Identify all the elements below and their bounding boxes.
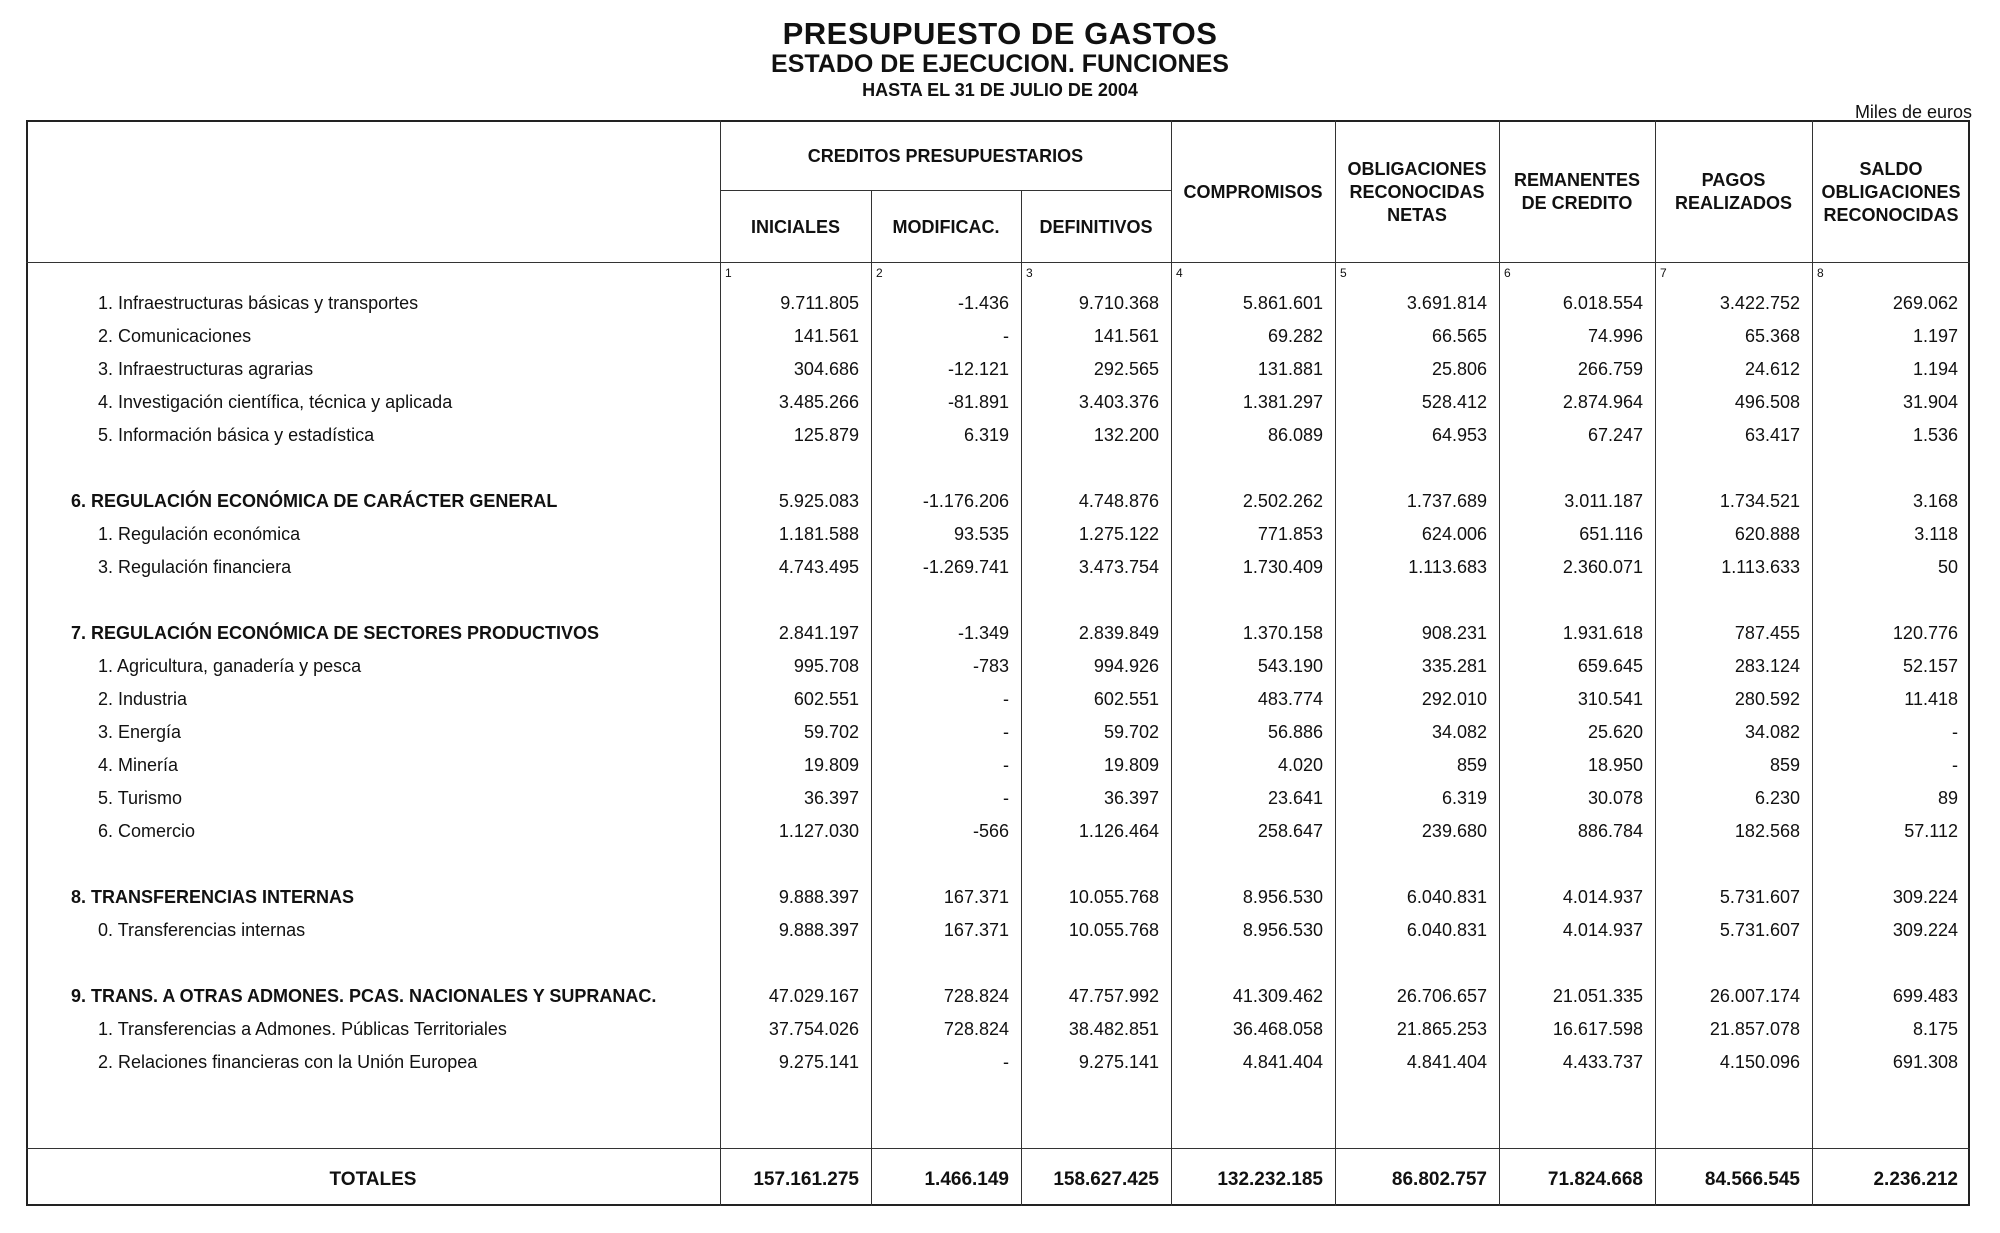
- cell-iniciales: 59.702: [803, 722, 859, 742]
- cell-saldo: 3.168: [1912, 491, 1958, 511]
- cell-modificac: -1.436: [957, 293, 1009, 313]
- row-label: 6. Comercio: [98, 821, 196, 841]
- cell-obligaciones: 292.010: [1421, 689, 1487, 709]
- cell-saldo: 1.194: [1912, 359, 1958, 379]
- cell-modificac: -: [1003, 755, 1009, 775]
- cell-saldo: 691.308: [1892, 1052, 1958, 1072]
- cell-pagos: 5.731.607: [1719, 920, 1800, 940]
- cell-compromisos: 1.381.297: [1242, 392, 1323, 412]
- row-label: 4. Investigación científica, técnica y aplicada: [98, 392, 453, 412]
- cell-pagos: 21.857.078: [1709, 1019, 1800, 1039]
- cell-iniciales: 995.708: [793, 656, 859, 676]
- cell-remanentes: 659.645: [1577, 656, 1643, 676]
- cell-saldo: 57.112: [1904, 821, 1958, 841]
- cell-compromisos: 56.886: [1267, 722, 1323, 742]
- row-label: 2. Industria: [98, 689, 188, 709]
- row-label: 2. Comunicaciones: [98, 326, 252, 346]
- cell-saldo: 309.224: [1892, 887, 1958, 907]
- totals-rule: [26, 1148, 1970, 1149]
- cell-modificac: -: [1003, 788, 1009, 808]
- cell-definitivos: 3.403.376: [1078, 392, 1159, 412]
- cell-compromisos: 4.020: [1277, 755, 1323, 775]
- cell-pagos: 26.007.174: [1709, 986, 1800, 1006]
- row-label: 6. REGULACIÓN ECONÓMICA DE CARÁCTER GENERAL: [71, 491, 558, 511]
- cell-definitivos: 1.275.122: [1078, 524, 1159, 544]
- cell-pagos: 1.113.633: [1721, 557, 1800, 577]
- report-title: PRESUPUESTO DE GASTOS: [782, 16, 1218, 51]
- report-period: HASTA EL 31 DE JULIO DE 2004: [862, 80, 1138, 100]
- cell-saldo: 8.175: [1912, 1019, 1958, 1039]
- cell-pagos: 1.734.521: [1719, 491, 1800, 511]
- cell-saldo: 120.776: [1892, 623, 1958, 643]
- total-modificac: 1.466.149: [924, 1169, 1009, 1190]
- cell-remanentes: 2.360.071: [1562, 557, 1643, 577]
- header-creditos: CREDITOS PRESUPUESTARIOS: [807, 145, 1084, 166]
- row-label: 8. TRANSFERENCIAS INTERNAS: [71, 887, 355, 907]
- cell-pagos: 3.422.752: [1719, 293, 1800, 313]
- cell-compromisos: 258.647: [1257, 821, 1323, 841]
- cell-compromisos: 8.956.530: [1242, 887, 1323, 907]
- cell-remanentes: 6.018.554: [1562, 293, 1643, 313]
- header-modificac: MODIFICAC.: [892, 216, 1000, 237]
- cell-definitivos: 19.809: [1103, 755, 1159, 775]
- cell-obligaciones: 26.706.657: [1396, 986, 1487, 1006]
- cell-modificac: 167.371: [943, 920, 1009, 940]
- cell-obligaciones: 6.319: [1441, 788, 1487, 808]
- column-number: 3: [1026, 266, 1033, 280]
- row-label: 1. Agricultura, ganadería y pesca: [98, 656, 362, 676]
- cell-pagos: 6.230: [1754, 788, 1800, 808]
- column-number: 1: [725, 266, 732, 280]
- cell-remanentes: 16.617.598: [1552, 1019, 1643, 1039]
- header-bottom-rule: [26, 262, 1970, 263]
- row-label: 5. Información básica y estadística: [98, 425, 375, 445]
- row-label: 3. Infraestructuras agrarias: [98, 359, 314, 379]
- row-label: 1. Infraestructuras básicas y transportes: [98, 293, 419, 313]
- cell-compromisos: 543.190: [1257, 656, 1323, 676]
- cell-definitivos: 36.397: [1103, 788, 1159, 808]
- cell-compromisos: 86.089: [1267, 425, 1323, 445]
- row-label: 5. Turismo: [98, 788, 183, 808]
- cell-iniciales: 37.754.026: [768, 1019, 859, 1039]
- cell-obligaciones: 1.737.689: [1406, 491, 1487, 511]
- cell-iniciales: 1.181.588: [778, 524, 859, 544]
- cell-iniciales: 5.925.083: [778, 491, 859, 511]
- cell-obligaciones: 3.691.814: [1406, 293, 1487, 313]
- cell-iniciales: 19.809: [803, 755, 859, 775]
- cell-modificac: -: [1003, 689, 1009, 709]
- row-label: 7. REGULACIÓN ECONÓMICA DE SECTORES PRODUCTIVOS: [71, 623, 600, 643]
- column-number: 2: [876, 266, 883, 280]
- cell-pagos: 4.150.096: [1719, 1052, 1800, 1072]
- cell-iniciales: 2.841.197: [778, 623, 859, 643]
- cell-pagos: 24.612: [1744, 359, 1800, 379]
- cell-modificac: -783: [972, 656, 1009, 676]
- cell-obligaciones: 335.281: [1421, 656, 1487, 676]
- column-number: 6: [1504, 266, 1511, 280]
- header-definitivos: DEFINITIVOS: [1039, 216, 1153, 237]
- cell-definitivos: 9.710.368: [1078, 293, 1159, 313]
- cell-saldo: 52.157: [1902, 656, 1958, 676]
- cell-remanentes: 2.874.964: [1562, 392, 1643, 412]
- cell-compromisos: 5.861.601: [1242, 293, 1323, 313]
- header-saldo: SALDO OBLIGACIONES RECONOCIDAS: [1821, 158, 1961, 225]
- cell-modificac: -1.349: [957, 623, 1009, 643]
- cell-remanentes: 4.014.937: [1562, 920, 1643, 940]
- cell-obligaciones: 908.231: [1421, 623, 1487, 643]
- cell-saldo: 31.904: [1902, 392, 1958, 412]
- cell-modificac: -81.891: [947, 392, 1009, 412]
- cell-obligaciones: 859: [1456, 755, 1487, 775]
- cell-modificac: -1.269.741: [922, 557, 1009, 577]
- row-label: 2. Relaciones financieras con la Unión Europea: [98, 1052, 478, 1072]
- column-number: 8: [1817, 266, 1824, 280]
- cell-obligaciones: 6.040.831: [1406, 887, 1487, 907]
- cell-obligaciones: 66.565: [1431, 326, 1487, 346]
- cell-pagos: 620.888: [1734, 524, 1800, 544]
- cell-compromisos: 1.730.409: [1242, 557, 1323, 577]
- cell-saldo: 89: [1937, 788, 1958, 808]
- cell-iniciales: 36.397: [803, 788, 859, 808]
- cell-obligaciones: 528.412: [1421, 392, 1487, 412]
- row-label: 1. Regulación económica: [98, 524, 301, 544]
- cell-iniciales: 304.686: [793, 359, 859, 379]
- cell-remanentes: 310.541: [1577, 689, 1643, 709]
- cell-definitivos: 9.275.141: [1078, 1052, 1159, 1072]
- cell-iniciales: 141.561: [793, 326, 859, 346]
- cell-saldo: 11.418: [1904, 689, 1958, 709]
- cell-definitivos: 4.748.876: [1078, 491, 1159, 511]
- cell-compromisos: 8.956.530: [1242, 920, 1323, 940]
- cell-compromisos: 41.309.462: [1232, 986, 1323, 1006]
- total-iniciales: 157.161.275: [753, 1169, 859, 1190]
- cell-pagos: 5.731.607: [1719, 887, 1800, 907]
- cell-saldo: 1.536: [1912, 425, 1958, 445]
- cell-modificac: 6.319: [963, 425, 1009, 445]
- cell-pagos: 280.592: [1734, 689, 1800, 709]
- row-label: 3. Energía: [98, 722, 182, 742]
- cell-iniciales: 602.551: [793, 689, 859, 709]
- cell-saldo: 269.062: [1892, 293, 1958, 313]
- total-remanentes: 71.824.668: [1547, 1169, 1643, 1190]
- cell-definitivos: 3.473.754: [1078, 557, 1159, 577]
- row-label: 0. Transferencias internas: [98, 920, 306, 940]
- cell-definitivos: 2.839.849: [1078, 623, 1159, 643]
- cell-remanentes: 21.051.335: [1552, 986, 1643, 1006]
- cell-definitivos: 59.702: [1103, 722, 1159, 742]
- cell-definitivos: 1.126.464: [1078, 821, 1159, 841]
- total-obligaciones: 86.802.757: [1391, 1169, 1487, 1190]
- cell-pagos: 63.417: [1744, 425, 1800, 445]
- cell-compromisos: 23.641: [1267, 788, 1323, 808]
- cell-compromisos: 2.502.262: [1242, 491, 1323, 511]
- cell-pagos: 859: [1769, 755, 1800, 775]
- cell-definitivos: 10.055.768: [1068, 920, 1159, 940]
- cell-pagos: 496.508: [1734, 392, 1800, 412]
- total-saldo: 2.236.212: [1873, 1169, 1958, 1190]
- cell-obligaciones: 624.006: [1421, 524, 1487, 544]
- cell-saldo: 3.118: [1914, 524, 1958, 544]
- cell-remanentes: 4.433.737: [1562, 1052, 1643, 1072]
- cell-modificac: -: [1003, 326, 1009, 346]
- cell-definitivos: 141.561: [1093, 326, 1159, 346]
- cell-iniciales: 47.029.167: [768, 986, 859, 1006]
- cell-obligaciones: 4.841.404: [1406, 1052, 1487, 1072]
- column-number: 4: [1176, 266, 1183, 280]
- cell-iniciales: 9.711.805: [780, 293, 859, 313]
- cell-definitivos: 47.757.992: [1068, 986, 1159, 1006]
- cell-pagos: 283.124: [1734, 656, 1800, 676]
- header-pagos: PAGOS REALIZADOS: [1675, 170, 1792, 213]
- cell-iniciales: 125.879: [793, 425, 859, 445]
- header-iniciales: INICIALES: [750, 216, 840, 237]
- cell-modificac: -: [1003, 722, 1009, 742]
- cell-pagos: 787.455: [1734, 623, 1800, 643]
- cell-modificac: -566: [972, 821, 1009, 841]
- cell-definitivos: 994.926: [1093, 656, 1159, 676]
- units-label: Miles de euros: [1854, 102, 1972, 122]
- cell-compromisos: 131.881: [1257, 359, 1323, 379]
- header-remanentes: REMANENTES DE CREDITO: [1513, 170, 1640, 213]
- cell-modificac: -12.121: [947, 359, 1009, 379]
- cell-modificac: 728.824: [943, 1019, 1009, 1039]
- cell-compromisos: 483.774: [1257, 689, 1323, 709]
- cell-iniciales: 1.127.030: [778, 821, 859, 841]
- cell-pagos: 65.368: [1744, 326, 1800, 346]
- cell-modificac: 167.371: [943, 887, 1009, 907]
- cell-iniciales: 9.888.397: [778, 920, 859, 940]
- total-compromisos: 132.232.185: [1217, 1169, 1323, 1190]
- cell-compromisos: 771.853: [1257, 524, 1323, 544]
- total-definitivos: 158.627.425: [1053, 1169, 1159, 1190]
- cell-remanentes: 266.759: [1577, 359, 1643, 379]
- cell-compromisos: 4.841.404: [1242, 1052, 1323, 1072]
- cell-iniciales: 3.485.266: [778, 392, 859, 412]
- cell-remanentes: 67.247: [1587, 425, 1643, 445]
- cell-obligaciones: 25.806: [1431, 359, 1487, 379]
- report-subtitle: ESTADO DE EJECUCION. FUNCIONES: [771, 50, 1229, 78]
- row-label: 3. Regulación financiera: [98, 557, 292, 577]
- cell-remanentes: 25.620: [1587, 722, 1643, 742]
- header-divider: [720, 190, 1171, 191]
- cell-remanentes: 1.931.618: [1562, 623, 1643, 643]
- cell-remanentes: 4.014.937: [1562, 887, 1643, 907]
- cell-obligaciones: 1.113.683: [1408, 557, 1487, 577]
- totals-label: TOTALES: [329, 1169, 417, 1190]
- cell-compromisos: 36.468.058: [1232, 1019, 1323, 1039]
- row-label: 4. Minería: [98, 755, 179, 775]
- row-label: 9. TRANS. A OTRAS ADMONES. PCAS. NACIONALES Y SUPRANAC.: [71, 986, 657, 1006]
- header-compromisos: COMPROMISOS: [1183, 181, 1323, 202]
- cell-modificac: 93.535: [953, 524, 1009, 544]
- cell-definitivos: 38.482.851: [1068, 1019, 1159, 1039]
- row-label: 1. Transferencias a Admones. Públicas Territoriales: [98, 1019, 507, 1039]
- cell-iniciales: 9.888.397: [778, 887, 859, 907]
- column-number: 5: [1340, 266, 1347, 280]
- header-obligaciones: OBLIGACIONES RECONOCIDAS NETAS: [1347, 158, 1487, 225]
- cell-modificac: -: [1003, 1052, 1009, 1072]
- cell-remanentes: 651.116: [1579, 524, 1643, 544]
- cell-remanentes: 74.996: [1587, 326, 1643, 346]
- cell-saldo: 309.224: [1892, 920, 1958, 940]
- cell-definitivos: 602.551: [1093, 689, 1159, 709]
- cell-saldo: 1.197: [1912, 326, 1958, 346]
- cell-pagos: 34.082: [1744, 722, 1800, 742]
- cell-obligaciones: 239.680: [1421, 821, 1487, 841]
- total-pagos: 84.566.545: [1704, 1169, 1800, 1190]
- cell-definitivos: 292.565: [1093, 359, 1159, 379]
- cell-obligaciones: 6.040.831: [1406, 920, 1487, 940]
- cell-remanentes: 30.078: [1587, 788, 1643, 808]
- column-number: 7: [1660, 266, 1667, 280]
- cell-modificac: -1.176.206: [922, 491, 1009, 511]
- cell-saldo: 50: [1937, 557, 1958, 577]
- cell-obligaciones: 21.865.253: [1396, 1019, 1487, 1039]
- cell-definitivos: 132.200: [1093, 425, 1159, 445]
- cell-saldo: 699.483: [1892, 986, 1958, 1006]
- cell-remanentes: 3.011.187: [1564, 491, 1643, 511]
- cell-compromisos: 1.370.158: [1242, 623, 1323, 643]
- cell-saldo: -: [1952, 722, 1958, 742]
- cell-pagos: 182.568: [1734, 821, 1800, 841]
- cell-saldo: -: [1952, 755, 1958, 775]
- cell-remanentes: 18.950: [1587, 755, 1643, 775]
- cell-definitivos: 10.055.768: [1068, 887, 1159, 907]
- cell-iniciales: 9.275.141: [778, 1052, 859, 1072]
- cell-obligaciones: 34.082: [1431, 722, 1487, 742]
- cell-iniciales: 4.743.495: [778, 557, 859, 577]
- cell-remanentes: 886.784: [1577, 821, 1643, 841]
- cell-modificac: 728.824: [943, 986, 1009, 1006]
- cell-obligaciones: 64.953: [1431, 425, 1487, 445]
- cell-compromisos: 69.282: [1267, 326, 1323, 346]
